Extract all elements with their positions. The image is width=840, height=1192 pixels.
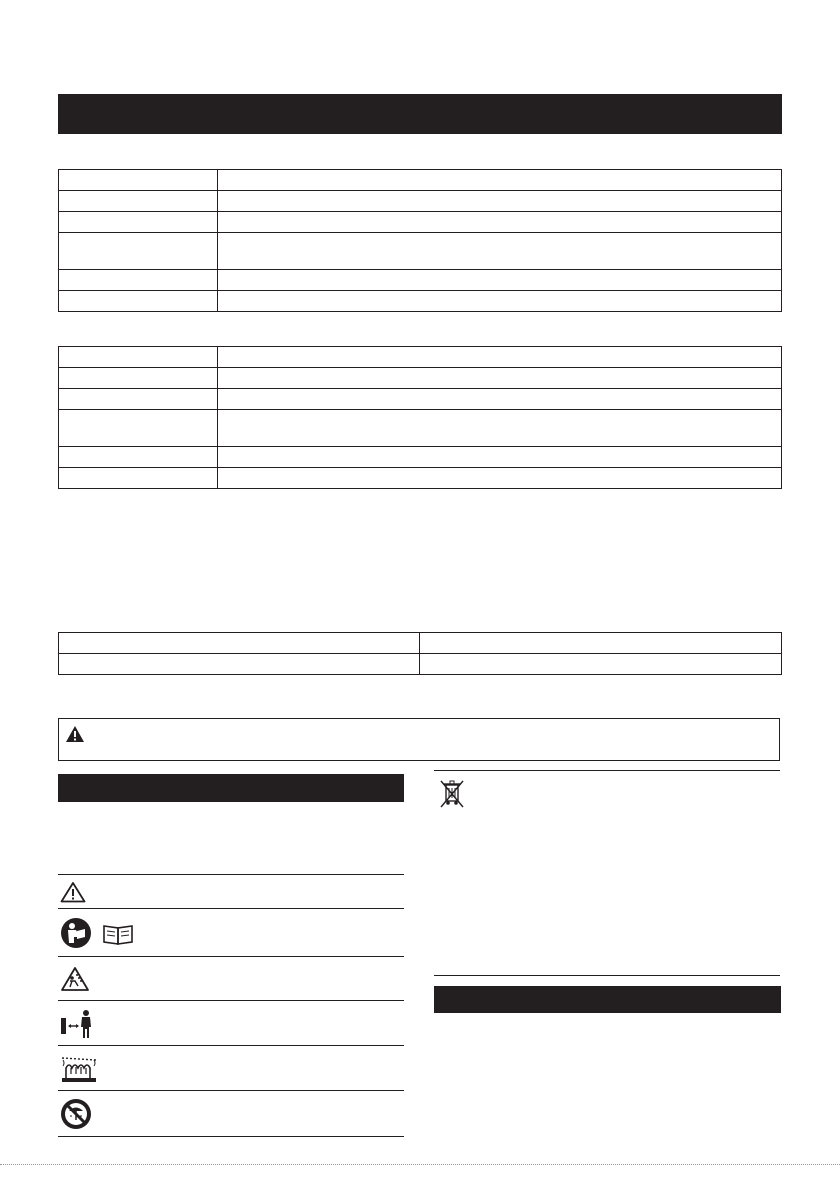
right-section-heading xyxy=(434,992,440,1007)
warning-box xyxy=(58,718,780,761)
spec2-value xyxy=(218,389,782,410)
spec-table-2 xyxy=(58,346,782,489)
two-column-table xyxy=(58,632,782,675)
spec1-key xyxy=(59,233,218,270)
symbols-heading-bar xyxy=(58,774,404,802)
warning-triangle-icon xyxy=(65,725,85,743)
spec1-value xyxy=(218,233,782,270)
ejection-hazard-icon xyxy=(58,966,140,992)
symbol-row xyxy=(58,1047,404,1090)
right-section-heading-bar xyxy=(434,986,781,1013)
spec2-value xyxy=(218,447,782,468)
spec1-key xyxy=(59,170,218,191)
spec2-value xyxy=(218,410,782,447)
spec1-value xyxy=(218,170,782,191)
page-footer-line xyxy=(0,1164,840,1165)
two-col-right xyxy=(420,633,782,654)
symbols-divider xyxy=(58,908,404,909)
two-col-right xyxy=(420,654,782,675)
no-rain-icon xyxy=(58,1098,140,1130)
spec2-key xyxy=(59,447,218,468)
symbols-rule-bottom xyxy=(58,1136,404,1137)
spec1-key xyxy=(59,191,218,212)
spec1-value xyxy=(218,291,782,312)
page-header-bar xyxy=(58,94,782,134)
symbols-heading xyxy=(58,780,64,795)
symbol-row xyxy=(58,1092,404,1136)
crossed-bin-icon xyxy=(437,778,467,810)
symbols-divider xyxy=(58,1090,404,1091)
symbol-row xyxy=(58,876,404,908)
spec1-key xyxy=(59,291,218,312)
spec1-value xyxy=(218,212,782,233)
two-col-left xyxy=(59,654,420,675)
spec1-value xyxy=(218,270,782,291)
caution-triangle-icon xyxy=(58,881,140,903)
symbols-rule-top xyxy=(58,874,404,875)
spec1-value xyxy=(218,191,782,212)
symbols-divider xyxy=(58,1000,404,1001)
spec-table-1 xyxy=(58,169,782,312)
spec2-key xyxy=(59,410,218,447)
weee-rule-bottom xyxy=(434,975,780,976)
spec2-key xyxy=(59,347,218,368)
symbol-row xyxy=(58,910,404,956)
spec2-value xyxy=(218,347,782,368)
read-manual-icon xyxy=(58,917,140,949)
spec2-key xyxy=(59,368,218,389)
page-header-title xyxy=(58,106,66,122)
symbols-divider xyxy=(58,1045,404,1046)
hot-surface-icon xyxy=(58,1054,140,1084)
symbol-row xyxy=(58,1002,404,1045)
spec2-key xyxy=(59,468,218,489)
weee-rule-top xyxy=(434,770,780,771)
spec1-key xyxy=(59,212,218,233)
keep-distance-icon xyxy=(58,1008,140,1040)
symbol-row xyxy=(58,958,404,1000)
spec2-value xyxy=(218,368,782,389)
two-col-left xyxy=(59,633,420,654)
spec2-key xyxy=(59,389,218,410)
symbols-divider xyxy=(58,956,404,957)
spec1-key xyxy=(59,270,218,291)
spec2-value xyxy=(218,468,782,489)
